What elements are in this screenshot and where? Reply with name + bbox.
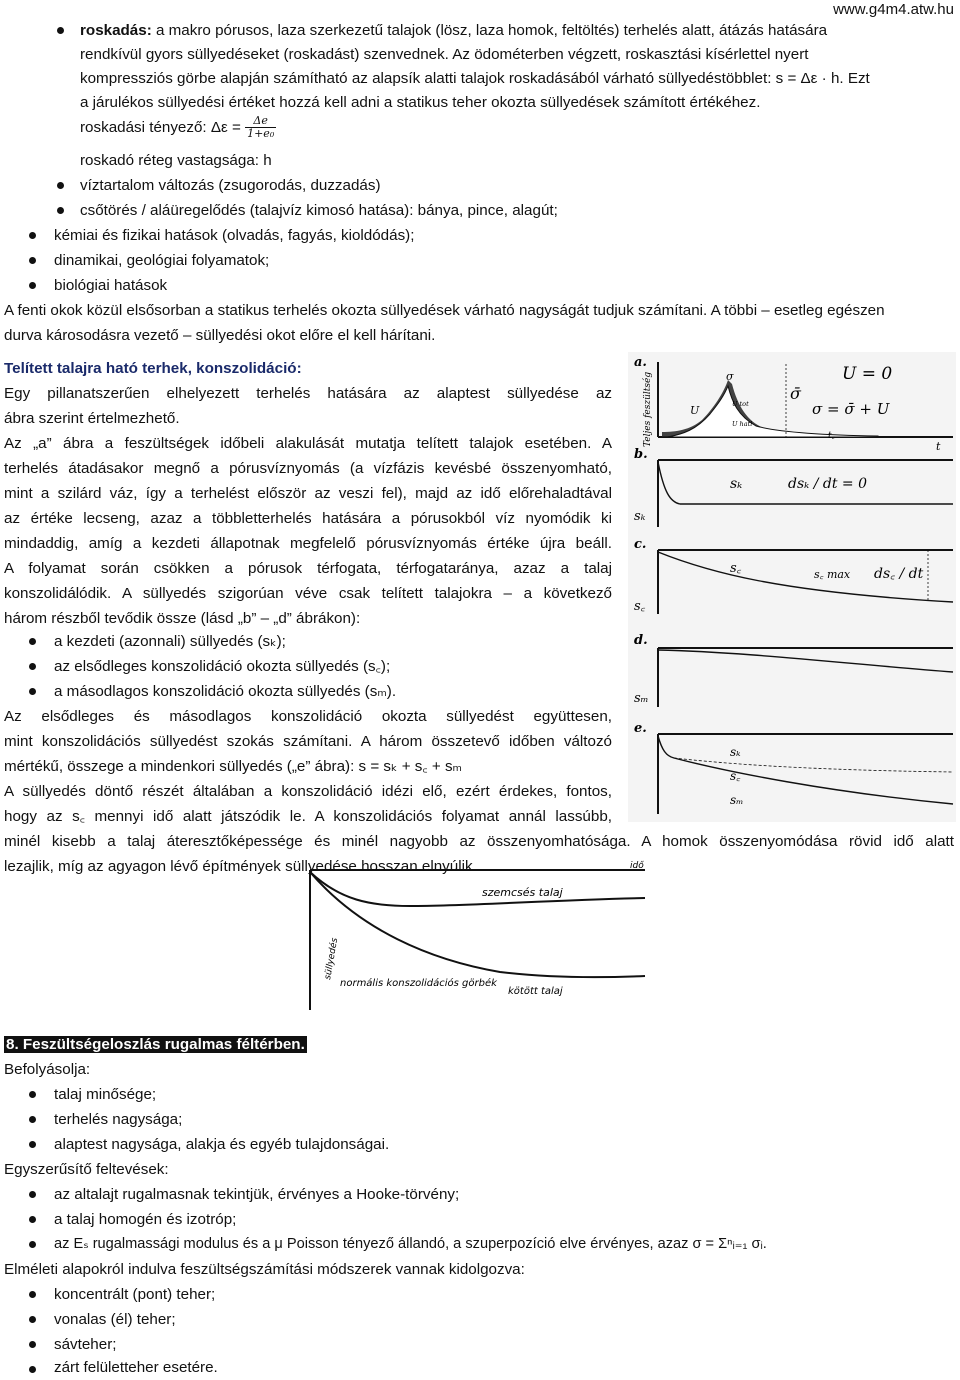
bullet-icon bbox=[29, 638, 36, 645]
fraction-denominator: 1+e₀ bbox=[247, 127, 275, 141]
section-title bbox=[4, 1032, 307, 1057]
intro-line: rendkívül gyors süllyedéseket (roskadást) szenvednek. Az ödométerben végzett, roskasztási kísérlettel nyert bbox=[80, 46, 809, 63]
bullet-icon bbox=[29, 1216, 36, 1223]
assumption-item: a talaj homogén és izotróp; bbox=[54, 1211, 237, 1228]
method-item: sávteher; bbox=[54, 1336, 117, 1353]
label-b: b. bbox=[634, 447, 648, 462]
methods-label: Elméleti alapokról indulva feszültségszámítási módszerek vannak kidolgozva: bbox=[4, 1261, 525, 1278]
method-item: zárt felületteher esetére. bbox=[54, 1359, 218, 1376]
body-line: mindaddig, amíg a kezdeti állapotnak megfelelő pórusvíznyomás értéke újra beáll. bbox=[4, 535, 612, 552]
assumptions-label: Egyszerűsítő feltevések: bbox=[4, 1161, 169, 1178]
layer-label: roskadó réteg vastagsága: h bbox=[80, 152, 272, 169]
dsk-dt: dsₖ / dt = 0 bbox=[788, 476, 867, 492]
bullet-icon bbox=[29, 1141, 36, 1148]
label-e-sm: sₘ bbox=[730, 793, 744, 807]
label-sigma: σ bbox=[726, 370, 734, 383]
cause-item: biológiai hatások bbox=[54, 277, 168, 294]
assumption-item: az altalajt rugalmasnak tekintjük, érvényes a Hooke-törvény; bbox=[54, 1186, 460, 1203]
intro-line: a járulékos süllyedési értéket hozzá kell adni a statikus teher okozta süllyedések számított értékéhez. bbox=[80, 94, 761, 111]
sigma-bar: σ̄ bbox=[790, 384, 801, 403]
dsc-dt: ds꜀ / dt bbox=[874, 566, 924, 582]
section-title-text: 8. Feszültségeloszlás rugalmas féltérben. bbox=[6, 1036, 305, 1053]
method-item: vonalas (él) teher; bbox=[54, 1311, 176, 1328]
body-line: Egy pillanatszerűen elhelyezett terhelés hatására az alaptest süllyedése az bbox=[4, 385, 612, 402]
label-u: U bbox=[690, 404, 700, 417]
body-line: mértékű, összege a mindenkori süllyedés („e” ábra): s = sₖ + s꜀ + sₘ bbox=[4, 758, 463, 775]
label-e: e. bbox=[634, 721, 647, 736]
settlement-part: a kezdeti (azonnali) süllyedés (sₖ); bbox=[54, 633, 286, 650]
body-line: Az „a” ábra a feszültségek időbeli alakulását mutatja telített talajok esetében. A bbox=[4, 435, 612, 452]
label-tc: t꜀ bbox=[828, 431, 835, 441]
site-url: www.g4m4.atw.hu bbox=[833, 1, 954, 18]
body-line: ábra szerint értelmezhető. bbox=[4, 410, 180, 427]
para-line: A fenti okok közül elsősorban a statikus terhelés okozta süllyedések várható nagyságát tudjuk számítani. A többi – esetleg egészen bbox=[4, 302, 885, 319]
body-line: A süllyedés döntő részét általában a konszolidáció idézi elő, ezért érdekes, fontos, bbox=[4, 783, 612, 800]
label-uhatl: U hatl bbox=[732, 420, 753, 428]
body-line: három részből tevődik össze (lásd „b” – „d” ábrákon): bbox=[4, 610, 361, 627]
cause-item: dinamikai, geológiai folyamatok; bbox=[54, 252, 270, 269]
sand-label: szemcsés talaj bbox=[482, 886, 563, 899]
yaxis-a-label: Teljes feszültség bbox=[643, 371, 653, 447]
body-line: terhelés átadásakor megnő a pórusvíznyomás (a vízfázis kevésbé összenyomható, bbox=[4, 460, 612, 477]
settlement-part: a másodlagos konszolidáció okozta süllyedés (sₘ). bbox=[54, 683, 397, 700]
settlement-part: az elsődleges konszolidáció okozta süllyedés (s꜀); bbox=[54, 658, 391, 675]
factor-formula bbox=[80, 115, 276, 140]
bullet-icon bbox=[29, 1291, 36, 1298]
bullet-icon bbox=[29, 1116, 36, 1123]
bullet-icon bbox=[29, 1091, 36, 1098]
label-sk: sₖ bbox=[634, 509, 646, 524]
bullet-icon bbox=[29, 688, 36, 695]
body-line: mint konszolidációs süllyedést szokás számítani. A három összetevő időben változó bbox=[4, 733, 612, 750]
influence-label: Befolyásolja: bbox=[4, 1061, 91, 1078]
cause-item: csőtörés / aláüregelődés (talajvíz kimosó hatása): bánya, pince, alagút; bbox=[80, 202, 558, 219]
body-line: lezajlik, míg az agyagon lévő építmények süllyedése hosszan elnyúlik. bbox=[4, 858, 477, 875]
body-line: A folyamat során csökken a pórusok térfogata, térfogataránya, azaz a talaj bbox=[4, 560, 612, 577]
label-a: a. bbox=[634, 355, 647, 370]
bullet-icon bbox=[29, 232, 36, 239]
normal-consolidation-figure bbox=[300, 860, 650, 1020]
bullet-icon bbox=[29, 1241, 36, 1248]
consolidation-figure bbox=[628, 352, 956, 822]
label-d: d. bbox=[634, 633, 648, 648]
label-e-sc: s꜀ bbox=[730, 769, 741, 783]
bullet-icon bbox=[57, 27, 64, 34]
influence-item: terhelés nagysága; bbox=[54, 1111, 183, 1128]
sigma-equation: σ = σ̄ + U bbox=[812, 400, 890, 418]
factor-label: roskadási tényező: Δε = bbox=[80, 119, 241, 136]
yaxis-label: süllyedés bbox=[323, 937, 341, 981]
bullet-icon bbox=[29, 257, 36, 264]
bullet-icon bbox=[29, 1366, 36, 1373]
influence-item: alaptest nagysága, alakja és egyéb tulajdonságai. bbox=[54, 1136, 390, 1153]
label-sc-curve: s꜀ bbox=[730, 561, 742, 576]
body-line: az értéke lecseng, azaz a többletterhelés hatására a pórusokból víz nyomódik ki bbox=[4, 510, 612, 527]
cause-item: víztartalom változás (zsugorodás, duzzadás) bbox=[80, 177, 381, 194]
bullet-icon bbox=[57, 207, 64, 214]
body-line: hogy az s꜀ mennyi idő alatt játszódik le. A konszolidációs folyamat annál lassúbb, bbox=[4, 808, 612, 825]
para-line: durva károsodásra vezető – süllyedési okot előre el kell hárítani. bbox=[4, 327, 436, 344]
assumption-item: az Eₛ rugalmassági modulus és a μ Poisson tényező állandó, a szuperpozíció elve érvényes, azaz σ = Σⁿᵢ₌₁ σᵢ. bbox=[54, 1236, 767, 1252]
label-e-sk: sₖ bbox=[730, 745, 741, 759]
label-utot: U tot bbox=[732, 400, 749, 408]
body-line: konszolidálódik. A süllyedés szigorúan véve csak telített talajokra – a következő bbox=[4, 585, 612, 602]
cause-item: kémiai és fizikai hatások (olvadás, fagyás, kioldódás); bbox=[54, 227, 415, 244]
label-sm: sₘ bbox=[634, 691, 649, 706]
curves-label: normális konszolidációs görbék bbox=[340, 978, 497, 989]
factor-fraction bbox=[245, 115, 276, 140]
section-heading: Telített talajra ható terhek, konszolidáció: bbox=[4, 360, 302, 377]
intro-paragraph bbox=[80, 18, 950, 115]
label-scmax: s꜀ max bbox=[814, 568, 851, 581]
bullet-icon bbox=[29, 1316, 36, 1323]
bullet-icon bbox=[57, 182, 64, 189]
bullet-icon bbox=[29, 282, 36, 289]
u-zero: U = 0 bbox=[842, 364, 893, 384]
fraction-numerator: Δe bbox=[245, 115, 276, 128]
influence-item: talaj minősége; bbox=[54, 1086, 157, 1103]
bullet-icon bbox=[29, 663, 36, 670]
body-line: mint a szilárd váz, így a terhelést először az veszi fel), majd az idő előrehaladtával bbox=[4, 485, 612, 502]
term-roskadas: roskadás: bbox=[80, 22, 152, 39]
xaxis-label: idő bbox=[630, 861, 644, 871]
method-item: koncentrált (pont) teher; bbox=[54, 1286, 216, 1303]
label-sc: s꜀ bbox=[634, 599, 646, 614]
bullet-icon bbox=[29, 1341, 36, 1348]
body-line: Az elsődleges és másodlagos konszolidáció okozta süllyedést együttesen, bbox=[4, 708, 612, 725]
label-c: c. bbox=[634, 537, 647, 552]
body-line: minél kisebb a talaj áteresztőképessége és minél nagyobb az összenyomhatósága. A homok összenyomódása rövid idő alatt bbox=[4, 833, 954, 850]
label-sk-curve: sₖ bbox=[730, 476, 743, 492]
intro-line: kompressziós görbe alapján számítható az alapsík alatti talajok roskadásából várható süllyedéstöbblet: s = Δε · h. Ezt bbox=[80, 70, 870, 87]
bullet-icon bbox=[29, 1191, 36, 1198]
intro-line: a makro pórusos, laza szerkezetű talajok (lösz, laza homok, feltöltés) terhelés alatt, átázás hatására bbox=[151, 22, 828, 39]
clay-label: kötött talaj bbox=[508, 986, 563, 997]
label-t: t bbox=[936, 440, 941, 453]
